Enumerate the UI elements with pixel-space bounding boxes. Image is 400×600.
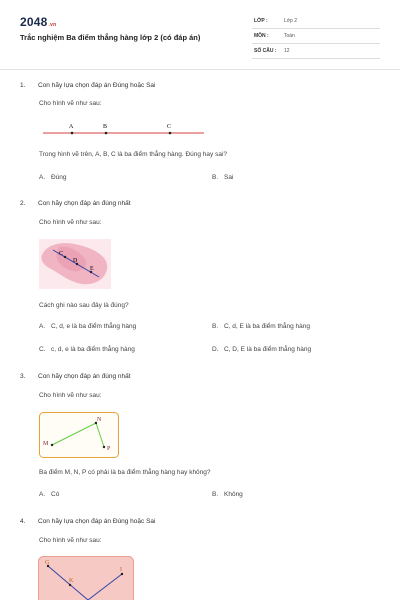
header-divider	[0, 69, 400, 70]
question-2-text: Cách ghi nào sau đây là đúng?	[39, 302, 129, 309]
question-2-option-a[interactable]: A. C, d, e là ba điểm thẳng hàng	[39, 323, 137, 330]
question-2-option-b[interactable]: B. C, d, E là ba điểm thẳng hàng	[212, 323, 311, 330]
question-4-figure-caption: Cho hình vẽ như sau:	[39, 537, 102, 544]
question-2-prompt: 2. Con hãy chọn đáp án đúng nhất	[20, 200, 131, 207]
question-3-figure	[39, 412, 119, 458]
point-label-k: K	[69, 578, 74, 584]
question-3-option-a[interactable]: A. Có	[39, 491, 60, 498]
question-1-figure-caption: Cho hình vẽ như sau:	[39, 100, 102, 107]
point-label-c: C	[59, 251, 64, 257]
question-2-figure-caption: Cho hình vẽ như sau:	[39, 219, 102, 226]
question-1-prompt: 1. Con hãy lựa chọn đáp án Đúng hoặc Sai	[20, 82, 156, 89]
question-4-prompt: 4. Con hãy lựa chọn đáp án Đúng hoặc Sai	[20, 518, 156, 525]
question-1-option-a[interactable]: A. Đúng	[39, 174, 67, 181]
question-1-option-b[interactable]: B. Sai	[212, 174, 234, 181]
point-label-b: B	[103, 124, 108, 130]
question-1-figure	[40, 118, 210, 140]
question-2-option-d[interactable]: D. C, D, E là ba điểm thẳng hàng	[212, 346, 312, 353]
question-3-text: Ba điểm M, N, P có phải là ba điểm thẳng hàng hay không?	[39, 469, 211, 476]
point-label-m: M	[43, 441, 49, 447]
question-2-option-c[interactable]: C. c, d, e là ba điểm thẳng hàng	[39, 346, 135, 353]
point-label-g: G	[45, 560, 50, 566]
point-label-n: N	[97, 417, 102, 423]
worksheet-header	[0, 0, 400, 68]
point-label-a: A	[69, 124, 74, 130]
question-3-option-b[interactable]: B. Không	[212, 491, 243, 498]
question-3-figure-caption: Cho hình vẽ như sau:	[39, 392, 102, 399]
meta-grade: LỚP : Lớp 2	[252, 14, 380, 29]
point-label-i: I	[120, 567, 122, 573]
question-1-text: Trong hình vẽ trên, A, B, C là ba điểm thẳng hàng. Đúng hay sai?	[39, 151, 228, 158]
site-logo[interactable]: 2048.vn	[20, 15, 57, 29]
point-label-e: E	[90, 266, 94, 272]
worksheet-title: Trắc nghiệm Ba điểm thẳng hàng lớp 2 (có đáp án)	[20, 33, 201, 42]
meta-subject: MÔN : Toán	[252, 29, 380, 44]
point-label-p: P	[107, 446, 111, 452]
question-2-figure	[39, 239, 111, 289]
question-3-prompt: 3. Con hãy chọn đáp án đúng nhất	[20, 373, 131, 380]
meta-question-count: SỐ CÂU : 12	[252, 44, 380, 59]
point-label-c: C	[167, 124, 172, 130]
point-label-d: D	[73, 258, 78, 264]
question-4-figure	[38, 556, 134, 600]
